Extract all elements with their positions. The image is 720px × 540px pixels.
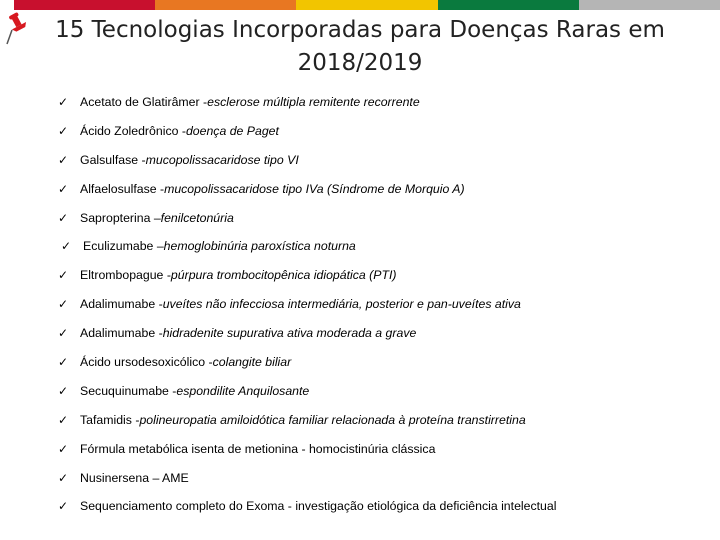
item-name: Ácido ursodesoxicólico - xyxy=(80,355,213,370)
technology-list xyxy=(58,93,700,526)
item-name: Eltrombopague - xyxy=(80,268,171,283)
checkmark-icon: ✓ xyxy=(58,152,69,167)
list-item xyxy=(61,237,700,266)
item-description: esclerose múltipla remitente recorrente xyxy=(207,95,420,109)
color-bar-grey xyxy=(579,0,720,10)
item-name: Alfaelosulfase - xyxy=(80,181,165,196)
item-description: fenilcetonúria xyxy=(160,210,234,225)
list-item xyxy=(58,469,700,498)
list-item xyxy=(58,324,700,353)
item-name: Galsulfase - xyxy=(80,152,146,167)
checkmark-icon: ✓ xyxy=(58,123,69,138)
list-item xyxy=(58,295,700,324)
list-item xyxy=(58,209,700,238)
item-description: colangite biliar xyxy=(212,355,292,370)
list-item xyxy=(58,497,700,526)
list-item xyxy=(58,440,700,469)
checkmark-icon: ✓ xyxy=(58,499,69,514)
item-name: Sequenciamento completo do Exoma - investigação etiológica da deficiência intelectual xyxy=(80,499,557,514)
item-name: Tafamidis - xyxy=(80,412,140,427)
item-name: Secuquinumabe - xyxy=(80,383,177,398)
checkmark-icon: ✓ xyxy=(58,95,69,109)
list-item xyxy=(58,180,700,209)
item-description: mucopolissacaridose tipo VI xyxy=(145,152,299,167)
checkmark-icon: ✓ xyxy=(58,268,69,283)
item-description: doença de Paget xyxy=(185,123,279,138)
item-description: polineuropatia amiloidótica familiar relacionada à proteína transtirretina xyxy=(139,412,526,427)
item-name: Nusinersena – AME xyxy=(80,470,189,485)
item-description: espondilite Anquilosante xyxy=(176,383,310,398)
color-bar-green xyxy=(438,0,579,10)
color-bar-red xyxy=(14,0,155,10)
item-name: Eculizumabe – xyxy=(83,239,164,254)
checkmark-icon: ✓ xyxy=(58,326,69,341)
item-name: Fórmula metabólica isenta de metionina - homocistinúria clássica xyxy=(80,441,436,456)
color-bar-yellow xyxy=(296,0,437,10)
checkmark-icon: ✓ xyxy=(61,239,72,254)
checkmark-icon: ✓ xyxy=(58,355,69,370)
checkmark-icon: ✓ xyxy=(58,441,69,456)
checkmark-icon: ✓ xyxy=(58,210,69,225)
page-title: 15 Tecnologias Incorporadas para Doenças Raras em 2018/2019 xyxy=(55,17,665,76)
list-item xyxy=(58,382,700,411)
item-name: Adalimumabe - xyxy=(80,326,163,341)
item-name: Adalimumabe - xyxy=(80,297,163,312)
item-name: Acetato de Glatirâmer - xyxy=(80,95,208,109)
checkmark-icon: ✓ xyxy=(58,412,69,427)
item-description: púrpura trombocitopênica idiopática (PTI) xyxy=(170,268,397,283)
item-name: Sapropterina – xyxy=(80,210,161,225)
list-item xyxy=(58,353,700,382)
color-bar-orange xyxy=(155,0,296,10)
top-color-bar xyxy=(14,0,720,10)
list-item xyxy=(58,411,700,440)
checkmark-icon: ✓ xyxy=(58,470,69,485)
item-description: uveítes não infecciosa intermediária, posterior e pan-uveítes ativa xyxy=(162,297,521,312)
checkmark-icon: ✓ xyxy=(58,297,69,312)
checkmark-icon: ✓ xyxy=(58,383,69,398)
item-name: Ácido Zoledrônico - xyxy=(80,123,186,138)
list-item xyxy=(58,151,700,180)
list-item xyxy=(58,266,700,295)
pushpin-icon xyxy=(4,10,32,46)
item-description: hemoglobinúria paroxística noturna xyxy=(163,239,356,254)
list-item xyxy=(58,93,700,122)
item-description: mucopolissacaridose tipo IVa (Síndrome de Morquio A) xyxy=(164,181,465,196)
checkmark-icon: ✓ xyxy=(58,181,69,196)
item-description: hidradenite supurativa ativa moderada a grave xyxy=(162,326,417,341)
list-item xyxy=(58,122,700,151)
